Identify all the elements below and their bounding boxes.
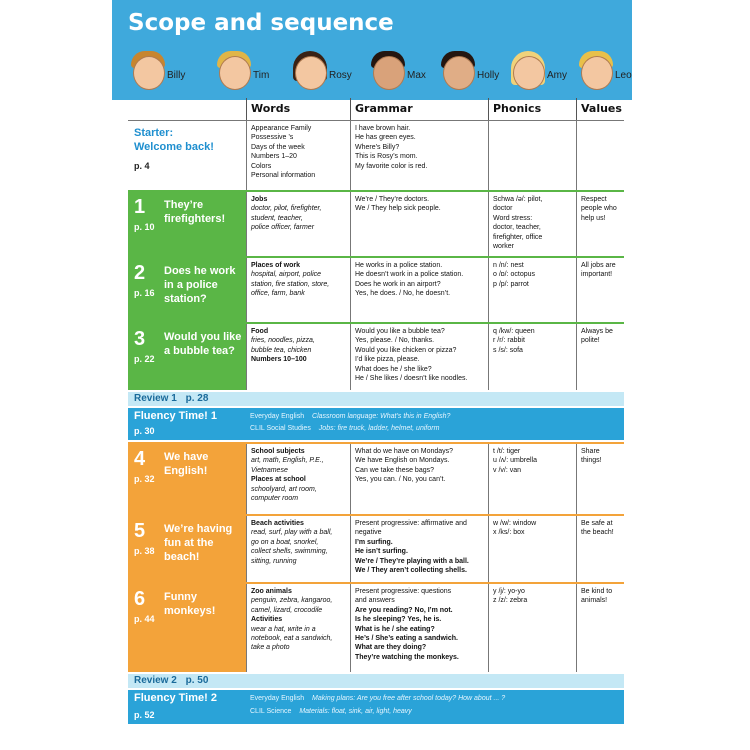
unit-words: [246, 444, 350, 514]
column-header-words: Words: [246, 98, 350, 120]
unit-row: [128, 584, 624, 672]
unit-row: [128, 192, 624, 256]
text-line: We / They help sick people.: [355, 205, 441, 213]
unit-values: [576, 444, 624, 514]
text-line: They’re watching the monkeys.: [355, 653, 459, 661]
fluency-text: Making plans: Are you free after school today? How about ... ?: [312, 695, 506, 702]
words-heading: Zoo animals: [251, 588, 292, 595]
unit-row: [128, 516, 624, 582]
starter-title-1: Starter:: [134, 127, 174, 139]
text-line: station, fire station, store,: [251, 280, 330, 288]
text-line: Would you like a bubble tea?: [355, 328, 445, 335]
unit-number: 2: [134, 262, 146, 284]
starter-title-2: Welcome back!: [134, 141, 214, 153]
text-line: important!: [581, 271, 613, 279]
character-name: Tim: [253, 70, 270, 81]
review-label: Review 2: [134, 675, 177, 686]
text-line: Does he work in an airport?: [355, 280, 441, 288]
text-line: n /n/: nest: [493, 262, 524, 269]
fluency-label: CLIL Social Studies: [250, 425, 311, 432]
unit-words: [246, 516, 350, 582]
unit-page: p. 32: [134, 474, 155, 484]
text-line: Always be: [581, 328, 613, 335]
fluency-page: p. 52: [134, 710, 155, 720]
text-line: What does he / she like?: [355, 365, 432, 373]
text-line: u /ʌ/: umbrella: [493, 457, 537, 465]
character-name: Billy: [167, 70, 186, 81]
fluency-line-1: [250, 412, 450, 422]
face-icon: [295, 56, 327, 90]
text-line: He works in a police station.: [355, 262, 443, 269]
fluency-title: Fluency Time! 2: [134, 692, 217, 704]
text-line: police officer, farmer: [251, 224, 315, 232]
text-line: t /t/: tiger: [493, 448, 521, 455]
column-header-phonics: Phonics: [488, 98, 576, 120]
unit-values: [576, 192, 624, 256]
text-line: I’m surfing.: [355, 538, 393, 546]
unit-phonics: [488, 516, 576, 582]
text-line: wear a hat, write in a: [251, 625, 316, 633]
review-1-bar: [128, 392, 624, 406]
unit-page: p. 16: [134, 288, 155, 298]
text-line: Personal information: [251, 172, 316, 180]
text-line: bubble tea, chicken: [251, 346, 312, 354]
starter-words: [246, 121, 350, 190]
text-line: w /w/: window: [493, 520, 537, 527]
text-line: schoolyard, art room,: [251, 485, 317, 493]
text-line: I have brown hair.: [355, 125, 411, 132]
character-amy: [505, 42, 575, 94]
face-icon: [133, 56, 165, 90]
text-line: Numbers 10–100: [251, 356, 307, 364]
character-max: [365, 42, 435, 94]
text-line: Can we take these bags?: [355, 466, 434, 474]
text-line: art, math, English, P.E.,: [251, 457, 324, 465]
text-line: Vietnamese: [251, 466, 288, 474]
text-line: negative: [355, 529, 382, 537]
text-line: and answers: [355, 597, 395, 605]
unit-grammar: [350, 444, 488, 514]
unit-grammar: [350, 324, 488, 390]
face-icon: [219, 56, 251, 90]
text-line: penguin, zebra, kangaroo,: [251, 597, 333, 605]
text-line: x /ks/: box: [493, 529, 525, 537]
text-line: Word stress:: [493, 214, 533, 222]
fluency-title: Fluency Time! 1: [134, 410, 217, 422]
text-line: Activities: [251, 616, 283, 624]
unit-page: p. 22: [134, 354, 155, 364]
unit-title: They’re firefighters!: [164, 199, 226, 225]
text-line: student, teacher,: [251, 214, 303, 222]
text-line: Places at school: [251, 476, 306, 484]
unit-title: Funny monkeys!: [164, 591, 216, 617]
character-rosy: [287, 42, 357, 94]
text-line: Present progressive: affirmative and: [355, 520, 467, 527]
review-label: Review 1: [134, 393, 177, 404]
unit-values: [576, 324, 624, 390]
unit-values: [576, 516, 624, 582]
text-line: Be safe at: [581, 520, 613, 527]
text-line: Where’s Billy?: [355, 143, 400, 151]
text-line: computer room: [251, 495, 299, 503]
text-line: Numbers 1–20: [251, 153, 297, 161]
text-line: My favorite color is red.: [355, 162, 428, 170]
text-line: We / They aren’t collecting shells.: [355, 567, 467, 575]
text-line: fries, noodles, pizza,: [251, 337, 315, 345]
starter-grammar: [350, 121, 488, 190]
text-line: Share: [581, 448, 600, 455]
text-line: Yes, you can. / No, you can’t.: [355, 476, 446, 484]
text-line: q /kw/: queen: [493, 328, 535, 335]
face-icon: [373, 56, 405, 90]
text-line: go on a boat, snorkel,: [251, 538, 319, 546]
character-holly: [435, 42, 505, 94]
unit-page: p. 10: [134, 222, 155, 232]
text-line: v /v/: van: [493, 466, 522, 474]
text-line: Yes, he does. / No, he doesn’t.: [355, 290, 451, 298]
page-title: Scope and sequence: [128, 10, 394, 36]
unit-title: Would you like a bubble tea?: [164, 331, 242, 357]
review-page: p. 50: [185, 675, 209, 686]
words-heading: School subjects: [251, 448, 305, 455]
character-name: Rosy: [329, 70, 352, 81]
unit-label: [128, 516, 246, 582]
character-tim: [211, 42, 281, 94]
review-2-bar: [128, 674, 624, 688]
text-line: We’re / They’re doctors.: [355, 196, 430, 203]
text-line: collect shells, swimming,: [251, 548, 328, 556]
text-line: animals!: [581, 597, 608, 605]
text-line: He’s / She’s eating a sandwich.: [355, 635, 458, 643]
unit-grammar: [350, 192, 488, 256]
unit-number: 6: [134, 588, 146, 610]
starter-page: p. 4: [134, 161, 150, 171]
unit-label: [128, 324, 246, 390]
unit-number: 4: [134, 448, 146, 470]
character-name: Max: [407, 70, 426, 81]
fluency-text: Jobs: fire truck, ladder, helmet, uniform: [318, 425, 440, 432]
unit-phonics: [488, 258, 576, 322]
starter-row: [128, 120, 624, 190]
text-line: y /j/: yo-yo: [493, 588, 525, 595]
unit-words: [246, 324, 350, 390]
character-billy: [125, 42, 195, 94]
unit-number: 5: [134, 520, 146, 542]
fluency-label: CLIL Science: [250, 708, 292, 715]
text-line: notebook, eat a sandwich,: [251, 635, 333, 643]
fluency-time-1: [128, 408, 624, 440]
text-line: read, surf, play with a ball,: [251, 529, 333, 537]
text-line: Colors: [251, 162, 272, 170]
text-line: doctor: [493, 205, 513, 213]
text-line: office, farm, bank: [251, 290, 305, 298]
words-heading: Beach activities: [251, 520, 304, 527]
column-header-grammar: Grammar: [350, 98, 488, 120]
character-name: Leo: [615, 70, 632, 81]
unit-grammar: [350, 258, 488, 322]
text-line: What is he / she eating?: [355, 625, 435, 633]
text-line: Would you like chicken or pizza?: [355, 346, 457, 354]
fluency-text: Classroom language: What’s this in English?: [312, 413, 451, 420]
text-line: I’d like pizza, please.: [355, 356, 420, 364]
unit-phonics: [488, 444, 576, 514]
starter-phonics: [488, 121, 576, 190]
text-line: doctor, pilot, firefighter,: [251, 205, 322, 213]
text-line: Possessive ’s: [251, 134, 294, 142]
text-line: What are they doing?: [355, 644, 427, 652]
unit-phonics: [488, 324, 576, 390]
text-line: This is Rosy’s mom.: [355, 153, 418, 161]
character-name: Amy: [547, 70, 567, 81]
words-heading: Food: [251, 328, 269, 335]
text-line: Be kind to: [581, 588, 613, 595]
text-line: Days of the week: [251, 143, 305, 151]
unit-row: [128, 444, 624, 514]
unit-phonics: [488, 192, 576, 256]
character-leo: [573, 42, 643, 94]
text-line: s /s/: sofa: [493, 346, 523, 354]
unit-label: [128, 192, 246, 256]
face-icon: [513, 56, 545, 90]
text-line: camel, lizard, crocodile: [251, 606, 323, 614]
unit-number: 3: [134, 328, 146, 350]
unit-row: [128, 258, 624, 322]
text-line: people who: [581, 205, 617, 213]
fluency-line-2: [250, 707, 412, 717]
column-header-values: Values: [576, 98, 624, 120]
unit-words: [246, 258, 350, 322]
unit-words: [246, 192, 350, 256]
unit-label: [128, 444, 246, 514]
text-line: Are you reading? No, I’m not.: [355, 606, 453, 614]
text-line: r /r/: rabbit: [493, 337, 525, 345]
text-line: All jobs are: [581, 262, 616, 269]
character-name: Holly: [477, 70, 500, 81]
text-line: We have English on Mondays.: [355, 457, 450, 465]
text-line: worker: [493, 243, 515, 251]
unit-label: [128, 258, 246, 322]
text-line: He / She likes / doesn’t like noodles.: [355, 375, 468, 383]
text-line: doctor, teacher,: [493, 224, 541, 232]
unit-phonics: [488, 584, 576, 672]
text-line: Appearance Family: [251, 125, 312, 132]
fluency-text: Materials: float, sink, air, light, heavy: [299, 708, 412, 715]
fluency-page: p. 30: [134, 426, 155, 436]
text-line: Respect: [581, 196, 607, 203]
fluency-line-2: [250, 424, 439, 434]
text-line: He doesn’t work in a police station.: [355, 271, 464, 279]
unit-values: [576, 584, 624, 672]
text-line: take a photo: [251, 644, 290, 652]
text-line: Yes, please. / No, thanks.: [355, 337, 435, 345]
text-line: polite!: [581, 337, 600, 345]
text-line: the beach!: [581, 529, 614, 537]
text-line: Schwa /ə/: pilot,: [493, 196, 543, 203]
words-heading: Places of work: [251, 262, 301, 269]
unit-grammar: [350, 516, 488, 582]
unit-title: Does he work in a police station?: [164, 265, 236, 305]
text-line: firefighter, office: [493, 233, 543, 241]
fluency-time-2: [128, 690, 624, 724]
words-heading: Jobs: [251, 196, 268, 203]
unit-title: We have English!: [164, 451, 209, 477]
unit-values: [576, 258, 624, 322]
text-line: help us!: [581, 214, 606, 222]
fluency-line-1: [250, 694, 505, 704]
text-line: Is he sleeping? Yes, he is.: [355, 616, 442, 624]
unit-title: We’re having fun at the beach!: [164, 523, 233, 563]
text-line: Present progressive: questions: [355, 588, 452, 595]
starter-label: [128, 121, 246, 190]
unit-grammar: [350, 584, 488, 672]
unit-words: [246, 584, 350, 672]
text-line: He isn’t surfing.: [355, 548, 408, 556]
review-page: p. 28: [185, 393, 209, 404]
face-icon: [581, 56, 613, 90]
text-line: p /p/: parrot: [493, 280, 529, 288]
text-line: He has green eyes.: [355, 134, 416, 142]
unit-row: [128, 324, 624, 390]
text-line: What do we have on Mondays?: [355, 448, 454, 455]
character-row: [125, 42, 630, 94]
text-line: o /ɒ/: octopus: [493, 271, 536, 279]
text-line: sitting, running: [251, 557, 297, 565]
text-line: z /z/: zebra: [493, 597, 528, 605]
starter-values: [576, 121, 624, 190]
unit-page: p. 44: [134, 614, 155, 624]
face-icon: [443, 56, 475, 90]
fluency-label: Everyday English: [250, 695, 305, 702]
text-line: things!: [581, 457, 602, 465]
unit-number: 1: [134, 196, 146, 218]
fluency-label: Everyday English: [250, 413, 305, 420]
text-line: hospital, airport, police: [251, 271, 322, 279]
unit-page: p. 38: [134, 546, 155, 556]
unit-label: [128, 584, 246, 672]
text-line: We’re / They’re playing with a ball.: [355, 557, 469, 565]
